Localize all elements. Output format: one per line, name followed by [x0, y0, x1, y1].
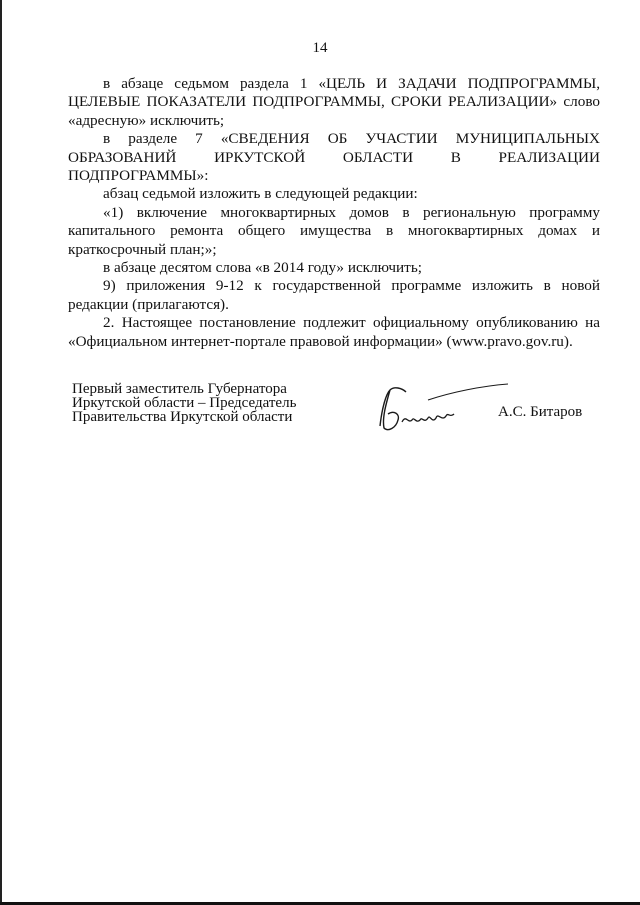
document-body — [68, 75, 600, 351]
paragraph-2: в разделе 7 «СВЕДЕНИЯ ОБ УЧАСТИИ МУНИЦИПАЛЬНЫХ ОБРАЗОВАНИЙ ИРКУТСКОЙ ОБЛАСТИ В РЕАЛИЗАЦИИ ПОДПРОГРАММЫ»: — [68, 130, 600, 185]
paragraph-4: «1) включение многоквартирных домов в региональную программу капитального ремонта общего имущества в многоквартирных домах и краткосрочный план;»; — [68, 203, 600, 258]
paragraph-1: в абзаце седьмом раздела 1 «ЦЕЛЬ И ЗАДАЧИ ПОДПРОГРАММЫ, ЦЕЛЕВЫЕ ПОКАЗАТЕЛИ ПОДПРОГРАММЫ, СРОКИ РЕАЛИЗАЦИИ» слово «адресную» исключить; — [68, 75, 600, 129]
signer-title-line-1: Первый заместитель Губернатора — [72, 381, 287, 397]
page-number: 14 — [312, 40, 328, 56]
signer-title — [72, 382, 296, 424]
signer-title-line-3: Правительства Иркутской области — [72, 409, 293, 425]
handwritten-signature — [372, 378, 512, 438]
paragraph-7: 2. Настоящее постановление подлежит официальному опубликованию на «Официальном интернет-портале правовой информации» (www.pravo.gov.ru). — [68, 314, 600, 350]
paragraph-6: 9) приложения 9-12 к государственной программе изложить в новой редакции (прилагаются). — [68, 277, 600, 313]
signer-title-line-2: Иркутской области – Председатель — [72, 395, 297, 411]
paragraph-3: абзац седьмой изложить в следующей редакции: — [103, 185, 418, 203]
scan-edge-left — [0, 0, 2, 905]
paragraph-5: в абзаце десятом слова «в 2014 году» исключить; — [103, 259, 422, 277]
signer-name: А.С. Битаров — [498, 404, 583, 420]
